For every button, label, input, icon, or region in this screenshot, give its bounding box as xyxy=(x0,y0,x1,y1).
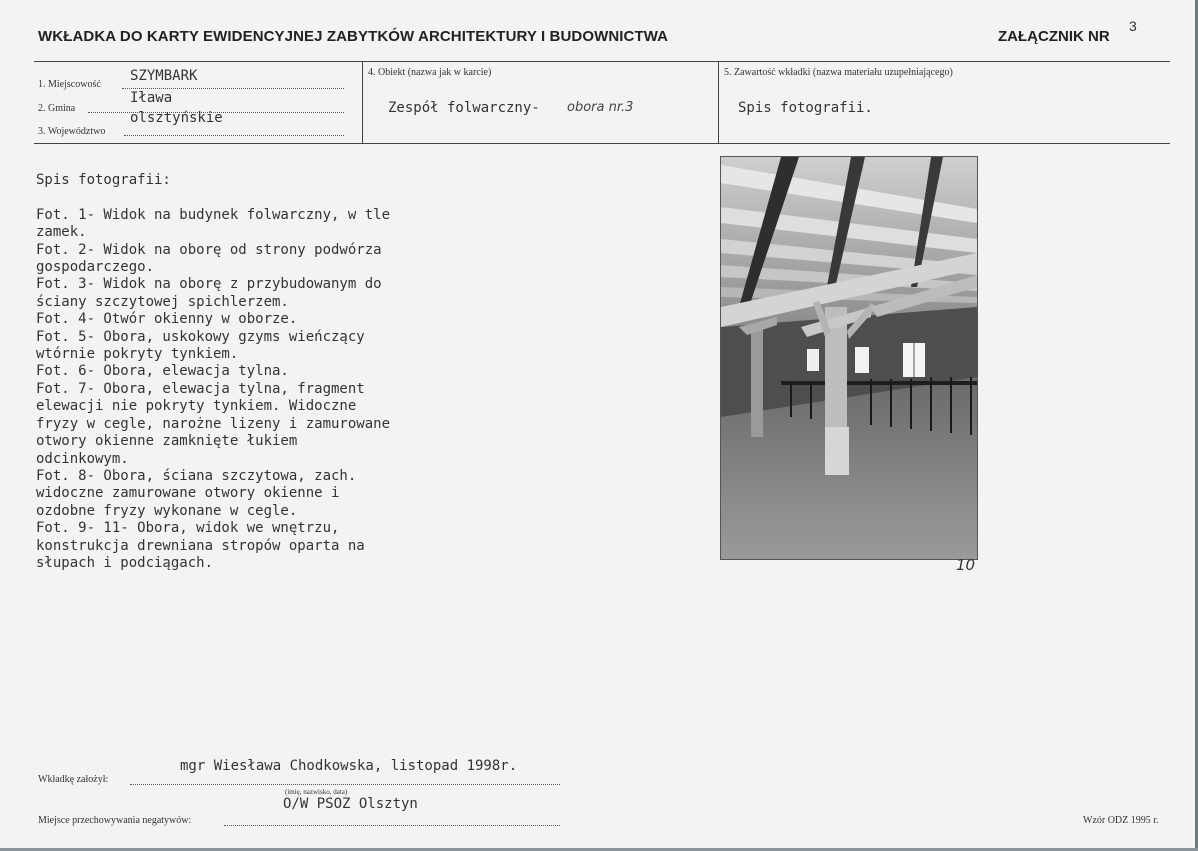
storage-label: Miejsce przechowywania negatywów: xyxy=(38,815,192,826)
locality-value: SZYMBARK xyxy=(130,68,198,84)
commune-value: Iława xyxy=(130,90,173,106)
table-top-rule xyxy=(34,61,1170,62)
author-hint: (imię, nazwisko, data) xyxy=(285,788,348,796)
table-divider-2 xyxy=(718,61,719,144)
form-model-label: Wzór ODZ 1995 r. xyxy=(1083,815,1159,826)
author-label: Wkładkę założył: xyxy=(38,774,109,785)
voivodeship-label: 3. Województwo xyxy=(38,126,106,137)
annex-label: ZAŁĄCZNIK NR xyxy=(998,28,1110,45)
contents-value: Spis fotografii. xyxy=(738,100,873,116)
commune-label: 2. Gmina xyxy=(38,103,76,114)
voivodeship-value: olsztyńskie xyxy=(130,110,223,126)
author-value: mgr Wiesława Chodkowska, listopad 1998r. xyxy=(180,758,518,774)
document-title: WKŁADKA DO KARTY EWIDENCYJNEJ ZABYTKÓW ARCHITEKTURY I BUDOWNICTWA xyxy=(38,28,669,45)
annex-number: 3 xyxy=(1129,18,1137,34)
object-label: 4. Obiekt (nazwa jak w karcie) xyxy=(368,67,492,78)
photo-list-text: Spis fotografii: Fot. 1- Widok na budynek folwarczny, w tle zamek. Fot. 2- Widok na oborę od strony podwórza gospodarczego. Fot. 3- Widok na oborę z przybudowanym do ściany szczytowej spichlerzem. Fot. 4- Otwór okienny w oborze. Fot. 5- Obora, uskokowy gzyms wieńczący wtórnie pokryty tynkiem. Fot. 6- Obora, elewacja tylna. Fot. 7- Obora, elewacja tylna, fragment elewacji nie pokryty tynkiem. Widoczne fryzy w cegle, narożne lizeny i zamurowane otwory okienne zamknięte łukiem odcinkowym. Fot. 8- Obora, ściana szczytowa, zach. widoczne zamurowane otwory okienne i ozdobne fryzy wykonane w cegle. Fot. 9- 11- Obora, widok we wnętrzu, konstrukcja drewniana stropów oparta na słupach i podciągach. xyxy=(36,172,391,571)
storage-dotted-line xyxy=(224,825,560,826)
object-typed-value: Zespół folwarczny- xyxy=(388,100,540,116)
storage-value: O/W PSOZ Olsztyn xyxy=(283,796,418,812)
author-dotted-line xyxy=(130,784,560,785)
contents-label: 5. Zawartość wkładki (nazwa materiału uzupełniającego) xyxy=(724,67,953,78)
object-handwritten-value: obora nr.3 xyxy=(567,100,634,115)
locality-label: 1. Miejscowość xyxy=(38,79,101,90)
photo-number: 10 xyxy=(956,556,976,574)
table-divider-1 xyxy=(362,61,363,144)
locality-dotted-line xyxy=(122,88,344,89)
cowshed-interior-photo xyxy=(720,156,978,560)
voivodeship-dotted-line xyxy=(124,135,344,136)
table-bottom-rule xyxy=(34,143,1170,144)
